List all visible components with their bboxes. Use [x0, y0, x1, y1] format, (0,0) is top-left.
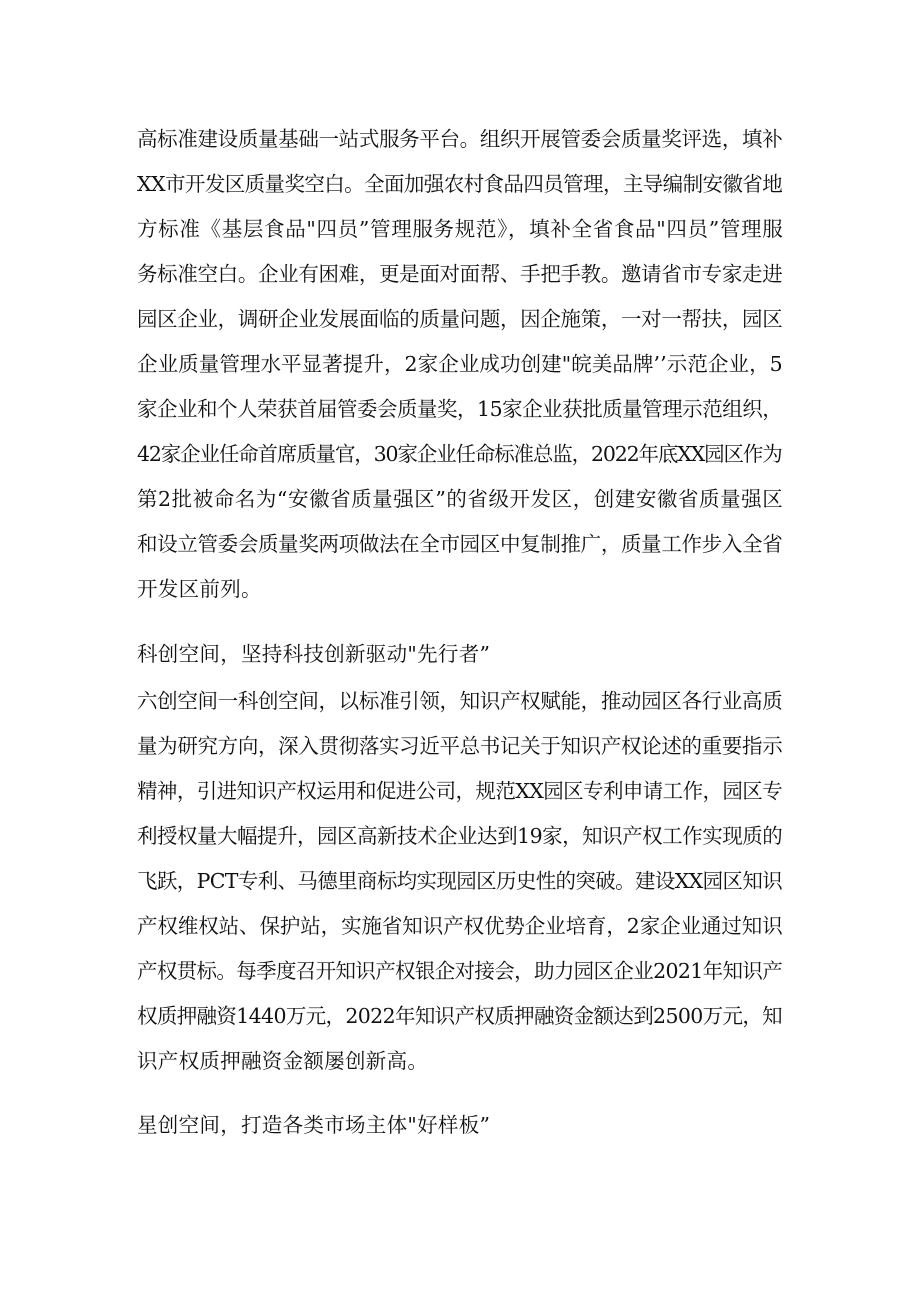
text-line: [0, 254, 920, 294]
text-line-content: 高标准建设质量基础一站式服务平台。组织开展管委会质量奖评选，填补: [137, 127, 783, 151]
text-line: [0, 726, 920, 766]
text-line-content: 家企业和个人荣获首届管委会质量奖，15家企业获批质量管理示范组织，: [137, 397, 783, 421]
text-line-content: 产权贯标。每季度召开知识产权银企对接会，助力园区企业2021年知识产: [137, 959, 783, 983]
text-line: [0, 861, 920, 901]
text-line-content: 和设立管委会质量奖两项做法在全市园区中复制推广，质量工作步入全省: [137, 532, 783, 556]
text-line: [0, 119, 920, 159]
text-line-content: 产权维权站、保护站，实施省知识产权优势企业培育，2家企业通过知识: [137, 914, 783, 938]
text-line: [0, 479, 920, 519]
text-line-content: 六创空间一科创空间，以标准引领，知识产权赋能，推动园区各行业高质: [137, 689, 783, 713]
text-line: [0, 524, 920, 564]
text-line-content: 科创空间，坚持科技创新驱动"先行者”: [137, 642, 491, 666]
text-line-content: 飞跃，PCT专利、马德里商标均实现园区历史性的突破。建设XX园区知识: [137, 869, 783, 893]
text-line-content: 量为研究方向，深入贯彻落实习近平总书记关于知识产权论述的重要指示: [137, 734, 783, 758]
text-line: [0, 771, 920, 811]
text-line: [0, 344, 920, 384]
text-line: [0, 299, 920, 339]
text-line-content: 企业质量管理水平显著提升，2家企业成功创建"皖美品牌’’示范企业，5: [137, 352, 783, 376]
text-line-content: 利授权量大幅提升，园区高新技术企业达到19家，知识产权工作实现质的: [137, 824, 783, 848]
text-line-content: 权质押融资1440万元，2022年知识产权质押融资金额达到2500万元，知: [137, 1004, 783, 1028]
text-line-content: 星创空间，打造各类市场主体"好样板”: [137, 1113, 491, 1137]
text-line: [0, 569, 920, 609]
text-line: [0, 1041, 920, 1081]
text-line-content: 42家企业任命首席质量官，30家企业任命标准总监，2022年底XX园区作为: [137, 442, 782, 466]
text-line-content: 园区企业，调研企业发展面临的质量问题，因企施策，一对一帮扶，园区: [137, 307, 783, 331]
text-line-content: 务标准空白。企业有困难，更是面对面帮、手把手教。邀请省市专家走进: [137, 262, 783, 286]
text-line-content: 识产权质押融资金额屡创新高。: [137, 1049, 429, 1073]
text-line: [0, 209, 920, 249]
text-line: [0, 996, 920, 1036]
text-line: [0, 164, 920, 204]
text-line: [0, 389, 920, 429]
text-line-content: 精神，引进知识产权运用和促进公司，规范XX园区专利申请工作，园区专: [137, 779, 783, 803]
text-line-content: 开发区前列。: [137, 577, 262, 601]
text-line-content: XX市开发区质量奖空白。全面加强农村食品四员管理，主导编制安徽省地: [137, 172, 783, 196]
text-line: [0, 1105, 920, 1145]
text-line: [0, 634, 920, 674]
text-line: [0, 816, 920, 856]
text-line-content: 第2批被命名为“安徽省质量强区”的省级开发区，创建安徽省质量强区: [137, 487, 784, 511]
text-line: [0, 681, 920, 721]
text-line: [0, 906, 920, 946]
text-line: [0, 434, 920, 474]
text-line-content: 方标准《基层食品"四员”管理服务规范》，填补全省食品"四员”管理服: [137, 217, 784, 241]
text-line: [0, 951, 920, 991]
